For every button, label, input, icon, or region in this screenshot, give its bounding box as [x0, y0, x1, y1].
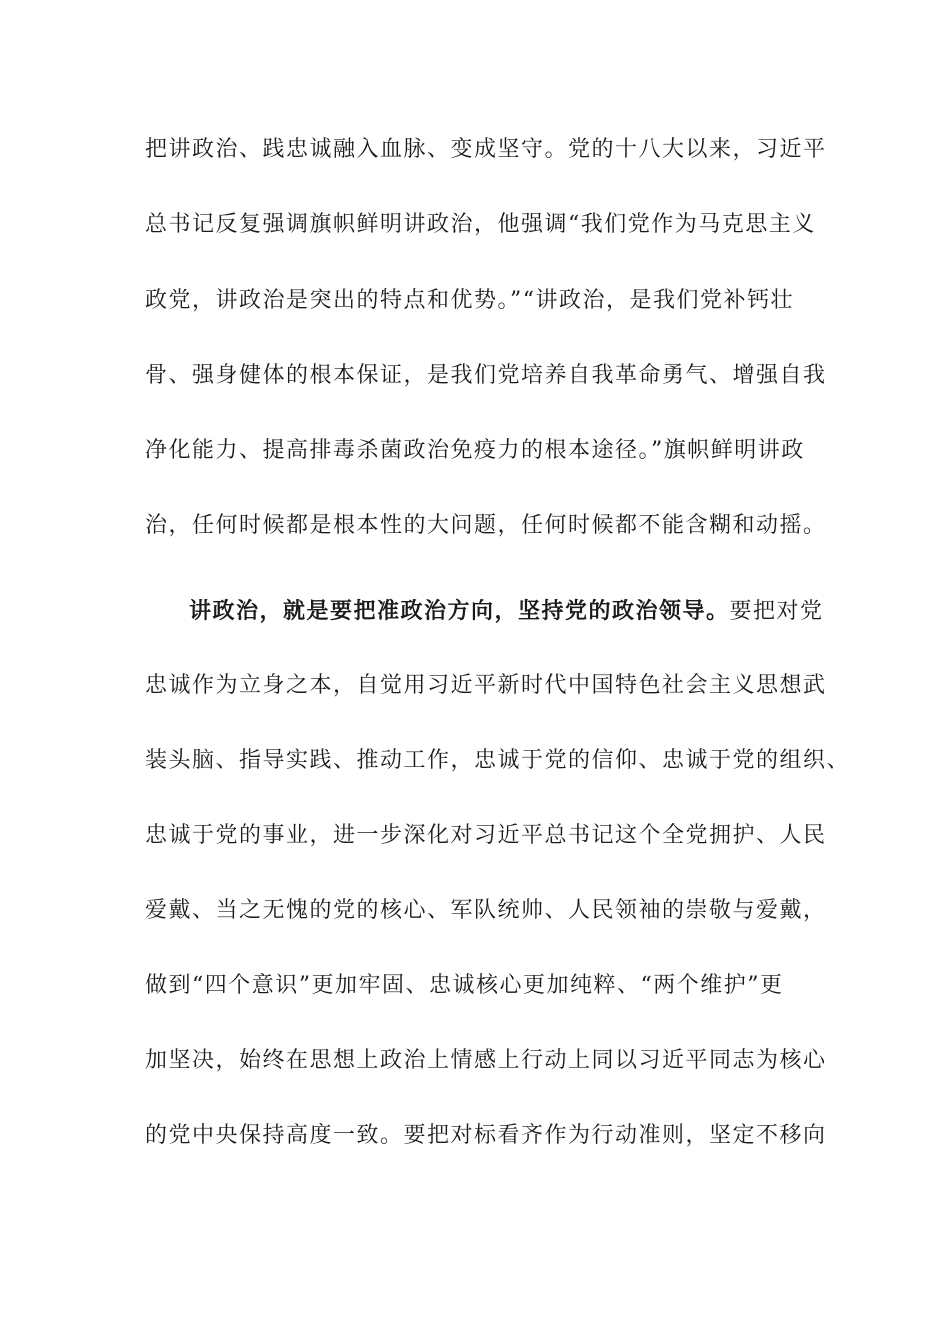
paragraph-2-line-7: 加坚决，始终在思想上政治上情感上行动上同以习近平同志为核心	[145, 1048, 827, 1073]
paragraph-1-line-2: 总书记反复强调旗帜鲜明讲政治，他强调“我们党作为马克思主义	[145, 212, 816, 237]
paragraph-1-line-6: 治，任何时候都是根本性的大问题，任何时候都不能含糊和动摇。	[145, 513, 827, 538]
paragraph-2-line-5: 爱戴、当之无愧的党的核心、军队统帅、人民领袖的崇敬与爱戴，	[145, 898, 827, 923]
paragraph-2-line-8: 的党中央保持高度一致。要把对标看齐作为行动准则，坚定不移向	[145, 1123, 827, 1148]
paragraph-2-bold-lead: 讲政治，就是要把准政治方向，坚持党的政治领导。	[189, 598, 730, 624]
paragraph-1-line-3: 政党，讲政治是突出的特点和优势。”“讲政治，是我们党补钙壮	[145, 288, 794, 313]
paragraph-1-line-4: 骨、强身健体的根本保证，是我们党培养自我革命勇气、增强自我	[145, 363, 827, 388]
paragraph-1-line-1: 把讲政治、践忠诚融入血脉、变成坚守。党的十八大以来，习近平	[145, 137, 827, 162]
paragraph-2-line-6: 做到“四个意识”更加牢固、忠诚核心更加纯粹、“两个维护”更	[145, 973, 784, 998]
paragraph-2-first-line-rest: 要把对党	[729, 599, 824, 624]
paragraph-1-line-5: 净化能力、提高排毒杀菌政治免疫力的根本途径。”旗帜鲜明讲政	[145, 438, 805, 463]
paragraph-2-line-1	[189, 596, 824, 627]
paragraph-2-line-2: 忠诚作为立身之本，自觉用习近平新时代中国特色社会主义思想武	[145, 673, 827, 698]
paragraph-2-line-4: 忠诚于党的事业，进一步深化对习近平总书记这个全党拥护、人民	[145, 823, 827, 848]
paragraph-2-line-3: 装头脑、指导实践、推动工作，忠诚于党的信仰、忠诚于党的组织、	[145, 748, 851, 773]
